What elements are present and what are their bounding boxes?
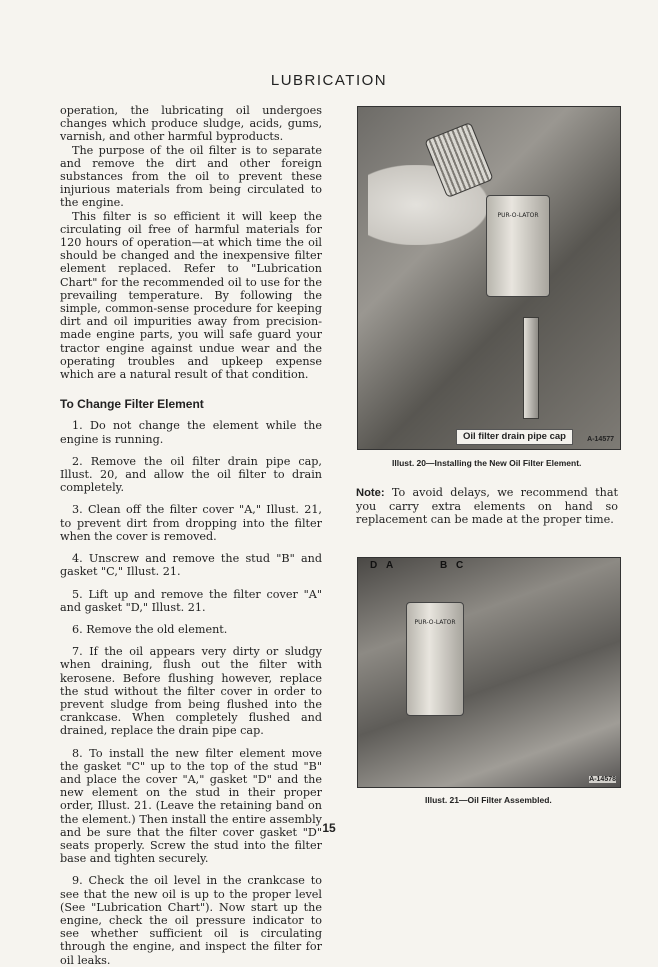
illustration-21-caption: Illust. 21—Oil Filter Assembled. (425, 795, 552, 805)
canister-label: PUR-O-LATOR (414, 619, 456, 626)
illustration-20-photo (357, 106, 621, 450)
drain-pipe-callout: Oil filter drain pipe cap (456, 429, 573, 445)
illustration-20-caption: Illust. 20—Installing the New Oil Filter Element. (392, 458, 582, 468)
label-a: A (386, 560, 394, 571)
step: 1. Do not change the element while the engine is running. (60, 419, 322, 446)
oil-filter-canister (406, 602, 464, 716)
section-title: To Change Filter Element (60, 397, 204, 412)
note-label: Note: (356, 487, 385, 499)
step: 7. If the oil appears very dirty or sludgy when draining, flush out the filter with kerosene. Before flushing however, replace the stud without the filter cover in order to prevent sludge from being flushed into the crankcase. When completely flushed and drained, replace the drain pipe cap. (60, 645, 322, 738)
page-number: 15 (322, 821, 336, 835)
step: 3. Clean off the filter cover "A," Illust. 21, to prevent dirt from dropping into the filter when the cover is removed. (60, 503, 322, 543)
photo-ref-id: A-14577 (587, 436, 614, 443)
canister-label: PUR-O-LATOR (497, 212, 539, 219)
note-text: To avoid delays, we recommend that you carry extra elements on hand so replacement can be made at the proper time. (356, 486, 618, 527)
label-c: C (456, 560, 464, 571)
label-d: D (370, 560, 378, 571)
page-header: LUBRICATION (270, 72, 388, 89)
step: 4. Unscrew and remove the stud "B" and gasket "C," Illust. 21. (60, 552, 322, 579)
photo-ref-id: A-14578 (589, 776, 616, 783)
step: 6. Remove the old element. (72, 622, 228, 636)
step: 8. To install the new filter element move the gasket "C" up to the top of the stud "B" and place the cover "A," gasket "D" and the new element on the stud in their proper order, Illust. 21. (Leave the retaining band on the element.) Then install the entire assembly and be sure that the filter cover gasket "D" seats properly. Screw the stud into the filter base and tighten securely. (60, 746, 322, 866)
paragraph: operation, the lubricating oil undergoes changes which produce sludge, acids, gums, varnish, and other harmful byproducts. (60, 104, 322, 144)
illustration-21-photo (357, 557, 621, 788)
paragraph: This filter is so efficient it will keep the circulating oil free of harmful materials for 120 hours of operation—at which time the oil should be changed and the inexpensive filter element replaced. Refer to "Lubrication Chart" for the recommended oil to use for the prevailing temperature. By following the simple, common-sense procedure for keeping dirt and oil impurities away from precision-made engine parts, you will safe guard your tractor engine against undue wear and the operating troubles and upkeep expense which are a natural result of that condition. (60, 209, 322, 382)
step: 9. Check the oil level in the crankcase to see that the new oil is up to the proper level (See "Lubrication Chart"). Now start up the engine, check the oil pressure indicator to see whether sufficient oil is circulating through the engine, and inspect the filter for oil leaks. (60, 874, 322, 967)
step: 5. Lift up and remove the filter cover "A" and gasket "D," Illust. 21. (60, 587, 322, 614)
note-paragraph (356, 486, 618, 527)
paragraph: The purpose of the oil filter is to separate and remove the dirt and other foreign substances from the oil to prevent these injurious materials from being circulated to the engine. (60, 143, 322, 210)
left-column (60, 104, 322, 967)
drain-pipe-shape (523, 317, 539, 419)
label-b: B (440, 560, 448, 571)
oil-filter-canister (486, 195, 550, 297)
step: 2. Remove the oil filter drain pipe cap, Illust. 20, and allow the oil filter to drain completely. (60, 454, 322, 495)
